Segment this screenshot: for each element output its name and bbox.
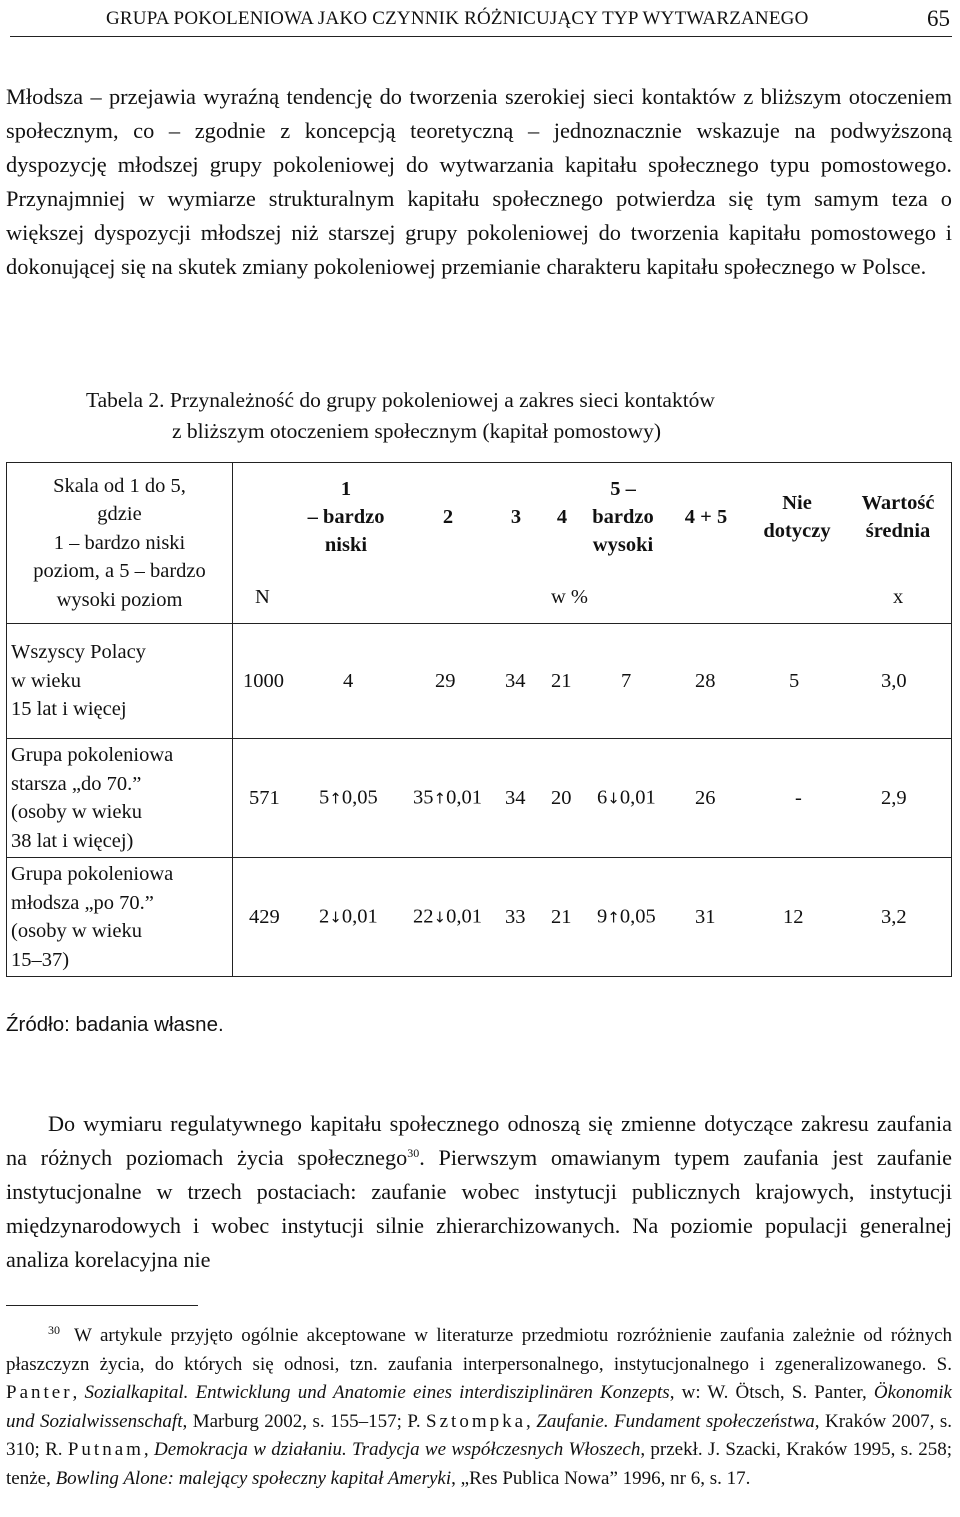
scale-header-line: gdzie [97,503,142,526]
value-5: 7 [621,670,632,692]
col-header-line: 1 [340,478,352,500]
author-name: Panter [6,1382,73,1403]
value-mean: 3,0 [881,670,907,692]
value-1: 4 [343,670,354,692]
value-3: 34 [505,670,526,692]
value-mean: 3,2 [881,906,907,928]
arrow-up-icon: ↑ [607,908,620,927]
row-label-all-poles [7,624,233,739]
caption-line-1: Tabela 2. Przynależność do grupy pokoleniowej a zakres sieci kontaktów [86,388,715,412]
body-paragraph-1: Młodsza – przejawia wyraźną tendencję do tworzenia szerokiej sieci kontaktów z bliższym otoczeniem społecznym, co – zgodnie z koncepcją teoretyczną – jednoznacznie wskazuje na podwyższoną dyspozycję młodszej grupy pokoleniowej do wytwarzania kapitału społecznego typu pomostowego. Przynajmniej w wymiarze strukturalnym kapitału społecznego potwierdza się tym samym teza o większej dyspozycji młodszej niż starszej grupy pokoleniowej do tworzenia kapitału pomostowego i dokonującej się na skutek zmiany pokoleniowej przemianie charakteru kapitału społecznego w Polsce. [6,84,952,279]
row-label-line: 15–37) [11,948,70,971]
author-name: Sztompka [426,1410,527,1432]
work-title: Zaufanie. Fundament społeczeństwa [536,1410,815,1432]
row-label-line: młodsza „po 70.” [11,891,154,914]
col-header-line: Nie [782,492,812,514]
row-label-line: Grupa pokoleniowa [11,744,174,766]
value-2 [413,784,482,813]
footnote-text: , [143,1439,154,1460]
value-2 [413,903,482,932]
footnote-text: , Kraków 2007, s. 310; R. [6,1410,953,1460]
value-5 [597,903,656,932]
scale-header-line: poziom, a 5 – bardzo [33,560,206,583]
footnote-text: W artykule przyjęto ogólnie akceptowane w literaturze przedmiotu rozróżnienie zaufania zależnie od różnych płaszczyzn życia, do których się odnosi, tzn. zaufania interpersonalnego, instytucjonalnego i zgeneralizowanego. S. [6,1325,952,1375]
table-row [7,624,952,739]
row-label-older-group [7,739,233,858]
value-4: 20 [551,787,572,809]
value-n: 429 [249,906,280,928]
footnote-text: , [526,1410,537,1432]
value-3: 34 [505,787,526,809]
footnote-text: , [72,1382,85,1403]
value-number: 2 [319,905,330,928]
footnote-number: 30 [48,1323,60,1337]
value-2: 29 [435,670,456,692]
value-4plus5: 31 [695,906,716,928]
value-3: 33 [505,906,526,928]
significance-value: 0,01 [341,905,378,928]
row-label-younger-group [7,858,233,977]
scale-header-cell [7,463,233,624]
row-label-line: w wieku [11,669,82,692]
work-title: Sozialkapital. Entwicklung und Anatomie eines interdisziplinären Konzepts [84,1382,670,1403]
arrow-down-icon: ↓ [329,908,342,927]
table-header-row [7,463,952,624]
arrow-down-icon: ↓ [433,908,447,927]
col-header-line: wysoki [592,534,654,556]
author-name: Putnam [67,1439,144,1460]
footnote-divider [6,1305,198,1306]
col-header-3: 3 [510,506,522,528]
data-table [6,462,952,977]
row-label-line: 38 lat i więcej) [11,829,134,852]
row-values [233,858,952,977]
row-label-line: Grupa pokoleniowa [11,863,174,885]
col-header-5 [579,475,667,559]
value-number: 9 [597,905,608,928]
table-row [7,739,952,858]
work-title: Bowling Alone: malejący społeczny kapitał Ameryki [55,1467,452,1489]
footnote-text: , „Res Publica Nowa” 1996, nr 6, s. 17. [451,1467,751,1489]
col-header-line: niski [324,534,368,556]
value-1 [319,784,378,813]
body-paragraph-2 [6,1107,952,1277]
value-n: 571 [249,787,280,809]
running-head [10,4,952,37]
value-4: 21 [551,670,572,692]
value-mean: 2,9 [881,787,907,809]
value-number: 5 [319,786,330,809]
value-number: 6 [597,786,608,809]
footnote-text: , przekł. J. Szacki, Kraków 1995, s. 258; tenże, [6,1439,953,1489]
running-title: GRUPA POKOLENIOWA JAKO CZYNNIK RÓŻNICUJĄCY TYP WYTWARZANEGO [106,8,809,29]
value-5 [597,784,656,813]
value-not-applicable: 5 [789,670,800,692]
value-number: 35 [413,786,434,809]
significance-value: 0,05 [619,905,656,928]
value-not-applicable: 12 [783,906,804,928]
row-label-line: (osoby w wieku [11,801,142,823]
table-row [7,858,952,977]
scale-header-line: 1 – bardzo niski [53,531,186,554]
row-label-line: 15 lat i więcej [11,698,127,721]
col-header-line: bardzo [592,506,654,528]
col-header-mean [845,489,951,545]
unit-n-label: N [255,586,270,608]
paragraph-text: Do wymiaru regulatywnego kapitału społecznego odnoszą się zmienne dotyczące zakresu zaufania na różnych poziomach życia społecznego [6,1111,952,1170]
unit-percent-label: w % [551,586,589,608]
col-header-line: 5 – [610,478,636,500]
significance-value: 0,05 [341,786,378,809]
caption-line-2: z bliższym otoczeniem społecznym (kapitał pomostowy) [172,419,661,443]
page-number: 65 [927,6,950,31]
col-header-4plus5: 4 + 5 [684,506,728,528]
value-4: 21 [551,906,572,928]
work-title: Demokracja w działaniu. Tradycja we współczesnych Włoszech [154,1439,641,1460]
row-label-line: starsza „do 70.” [11,772,142,795]
scale-header-line: wysoki poziom [56,588,183,611]
footnote-text: , Marburg 2002, s. 155–157; P. [182,1410,427,1432]
value-n: 1000 [243,670,284,692]
arrow-up-icon: ↑ [329,789,342,808]
scale-header-line: Skala od 1 do 5, [53,474,186,497]
col-header-line: dotyczy [763,520,831,542]
footnote-reference[interactable]: 30 [407,1146,420,1160]
unit-x-label: x [893,586,904,608]
column-headers-cell [233,463,952,624]
footnote-text: , w: W. Ötsch, S. Panter, [669,1382,874,1403]
value-1 [319,903,378,932]
row-label-line: (osoby w wieku [11,920,142,942]
col-header-2: 2 [442,506,454,528]
col-header-line: średnia [865,520,931,542]
value-4plus5: 28 [695,670,716,692]
col-header-not-applicable [749,489,845,545]
work-title: Ökonomik und Sozialwissenschaft [6,1382,952,1432]
paragraph-text: . Pierwszym omawianym typem zaufania jest zaufanie instytucjonalne w trzech postaciach: zaufanie wobec instytucji publicznych krajowych, instytucji międzynarodowych i wobec instytucji silnie zhierarchizowanych. Na poziomie populacji generalnej analiza korelacyjna nie [6,1145,953,1272]
table-source-note: Źródło: badania własne. [6,1013,224,1036]
row-values [233,739,952,858]
significance-value: 0,01 [446,905,482,928]
footnote [6,1316,952,1493]
arrow-down-icon: ↓ [607,789,620,808]
significance-value: 0,01 [446,786,482,809]
col-header-line: – bardzo [307,506,385,528]
row-label-line: Wszyscy Polacy [11,641,146,664]
col-header-line: Wartość [861,492,935,514]
significance-value: 0,01 [619,786,656,809]
arrow-up-icon: ↑ [433,789,447,808]
value-4plus5: 26 [695,787,716,809]
col-header-1 [291,475,401,559]
col-header-4: 4 [556,506,568,528]
value-not-applicable: - [795,787,802,809]
row-values [233,624,952,739]
value-number: 22 [413,905,434,928]
